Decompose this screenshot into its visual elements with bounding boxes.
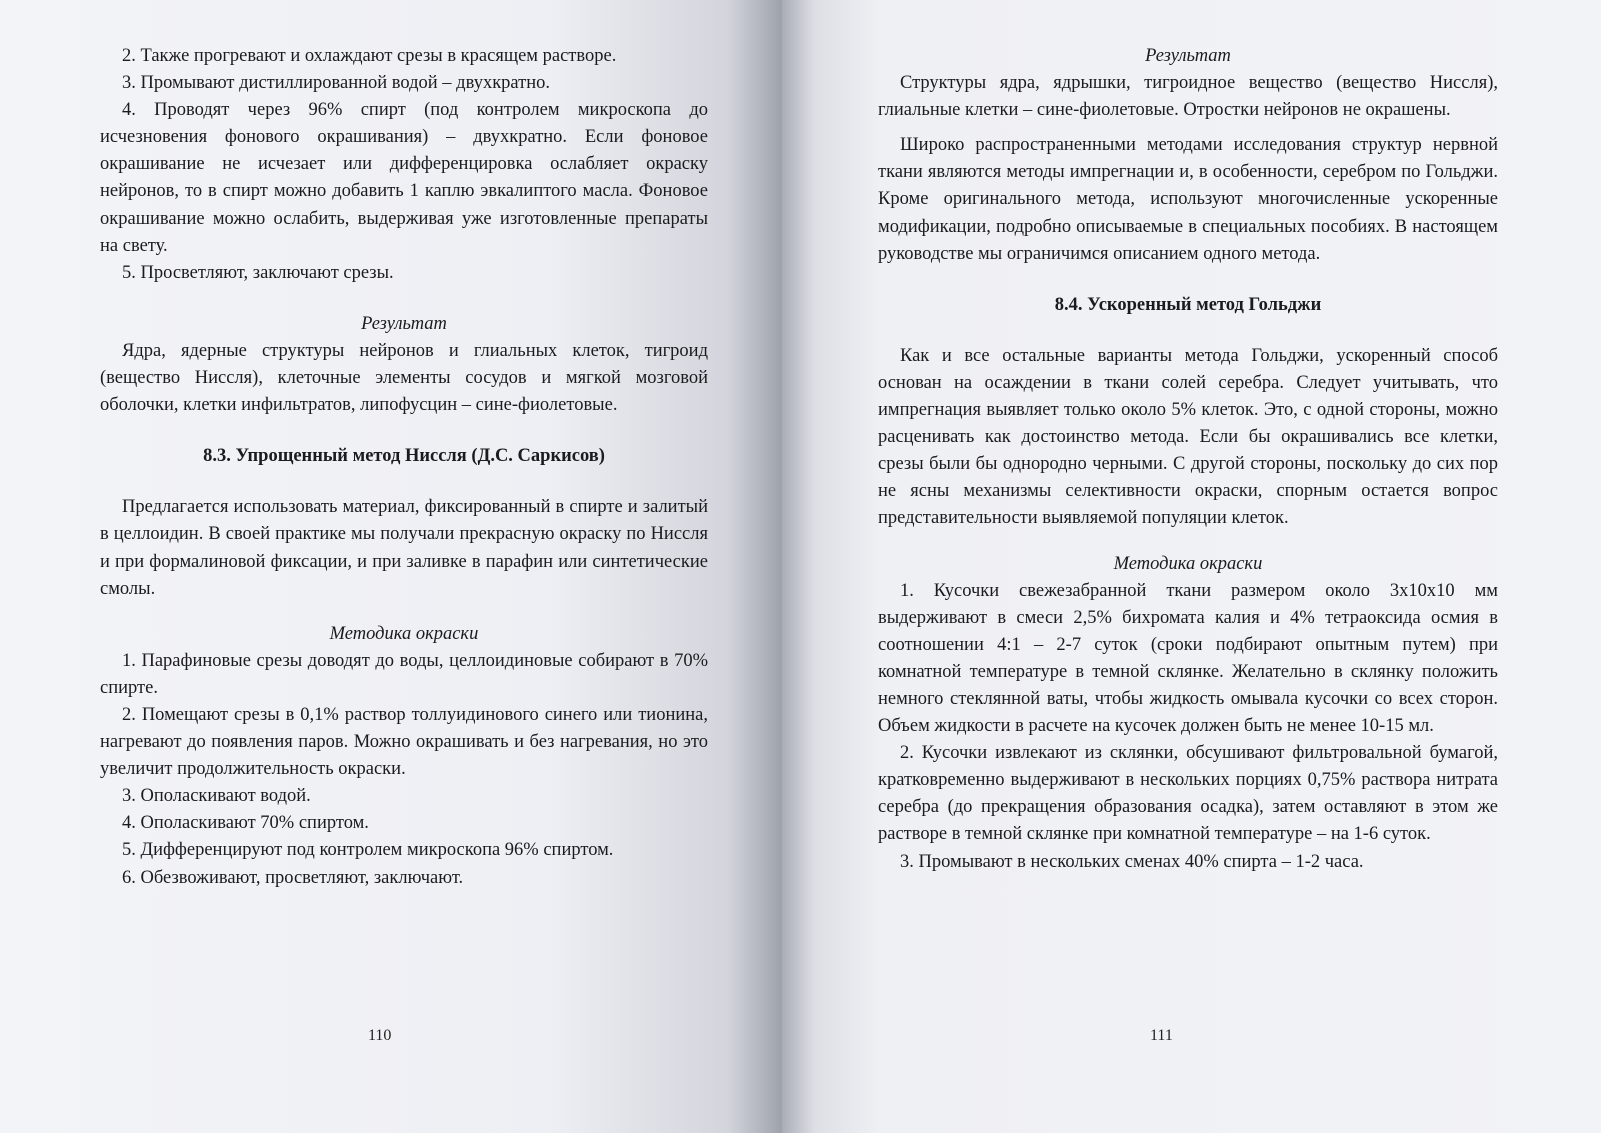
left-step-3-top: 3. Промывают дистиллированной водой – двухкратно.: [122, 73, 551, 94]
right-section-text: Как и все остальные варианты метода Гольджи, ускоренный способ основан на осаждении в ткани солей серебра. Следует учитывать, что импрегнация выявляет только около 5% клеток. Это, с одной стороны, можно расценивать как достоинство метода. Если бы окрашивались все клетки, срезы были бы однородно черными. С другой стороны, поскольку до сих пор не ясны механизмы селективности окраски, спорным остается вопрос представительности выявляемой популяции клеток.: [878, 345, 1498, 529]
left-method-step: 5. Дифференцируют под контролем микроскопа 96% спиртом.: [122, 840, 614, 861]
left-page: [0, 0, 782, 1133]
left-section-title: 8.3. Упрощенный метод Ниссля (Д.С. Саркисов): [203, 446, 605, 467]
right-result-heading: Результат: [1145, 46, 1231, 66]
left-intro-text: Предлагается использовать материал, фиксированный в спирте и залитый в целлоидин. В своей практике мы получали прекрасную окраску по Ниссля и при формалиновой фиксации, и при заливке в парафин или синтетические смолы.: [100, 497, 708, 599]
right-method-step: 2. Кусочки извлекают из склянки, обсушивают фильтровальной бумагой, кратковременно выдерживают в нескольких порциях 0,75% раствора нитрата серебра (до прекращения образования осадка), затем оставляют в этом же растворе в темной склянке при комнатной температуре – на 1-6 суток.: [878, 743, 1498, 845]
left-method-step: 2. Помещают срезы в 0,1% раствор толлуидинового синего или тионина, нагревают до появления паров. Можно окрашивать и без нагревания, но это увеличит продолжительность окраски.: [100, 704, 708, 780]
right-intro-text: Широко распространенными методами исследования структур нервной ткани являются методы импрегнации и, в особенности, серебром по Гольджи. Кроме оригинального метода, используют многочисленные ускоренные модификации, подробно описываемые в специальных пособиях. В настоящем руководстве мы ограничимся описанием одного метода.: [878, 135, 1498, 264]
left-method-step: 4. Ополаскивают 70% спиртом.: [122, 813, 369, 834]
left-method-step: 1. Парафиновые срезы доводят до воды, целлоидиновые собирают в 70% спирте.: [100, 650, 708, 698]
left-step-5-top: 5. Просветляют, заключают срезы.: [122, 262, 394, 283]
left-page-text: [100, 43, 708, 892]
right-method-step: 1. Кусочки свежезабранной ткани размером около 3х10х10 мм выдерживают в смеси 2,5% бихромата калия и 4% тетраоксида осмия в соотношении 4:1 – 2-7 суток (сроки подбирают опытным путем) при комнатной температуре в темной склянке. Желательно в склянку положить немного стеклянной ваты, чтобы жидкость омывала кусочки со всех сторон. Объем жидкости в расчете на кусочек должен быть не менее 10-15 мл.: [878, 580, 1498, 737]
left-result-heading: Результат: [361, 313, 447, 334]
right-method-heading: Методика окраски: [1113, 553, 1263, 574]
right-result-text: Структуры ядра, ядрышки, тигроидное вещество (вещество Ниссля), глиальные клетки – сине-фиолетовые. Отростки нейронов не окрашены.: [878, 73, 1498, 121]
left-method-step: 3. Ополаскивают водой.: [122, 786, 311, 807]
left-page-number: 110: [368, 1027, 392, 1044]
left-step-4-top: 4. Проводят через 96% спирт (под контролем микроскопа до исчезновения фонового окрашивания) – двухкратно. Если фоновое окрашивание не исчезает или дифференцировка ослабляет окраску нейронов, то в спирт можно добавить 1 каплю эвкалиптого масла. Фоновое окрашивание можно ослабить, выдерживая уже изготовленные препараты на свету.: [100, 100, 708, 256]
right-page-number: 111: [1150, 1027, 1173, 1044]
right-section-title: 8.4. Ускоренный метод Гольджи: [1054, 294, 1322, 315]
left-result-text: Ядра, ядерные структуры нейронов и глиальных клеток, тигроид (вещество Ниссля), клеточные элементы сосудов и мягкой мозговой оболочки, клетки инфильтратов, липофусцин – сине-фиолетовые.: [100, 340, 708, 416]
right-page-text: [878, 43, 1498, 876]
left-step-2-top: 2. Также прогревают и охлаждают срезы в красящем растворе.: [122, 46, 617, 66]
left-method-heading: Методика окраски: [329, 623, 479, 644]
right-method-step: 3. Промывают в нескольких сменах 40% спирта – 1-2 часа.: [900, 851, 1364, 872]
right-page: [782, 0, 1601, 1133]
left-method-step: 6. Обезвоживают, просветляют, заключают.: [122, 867, 464, 888]
